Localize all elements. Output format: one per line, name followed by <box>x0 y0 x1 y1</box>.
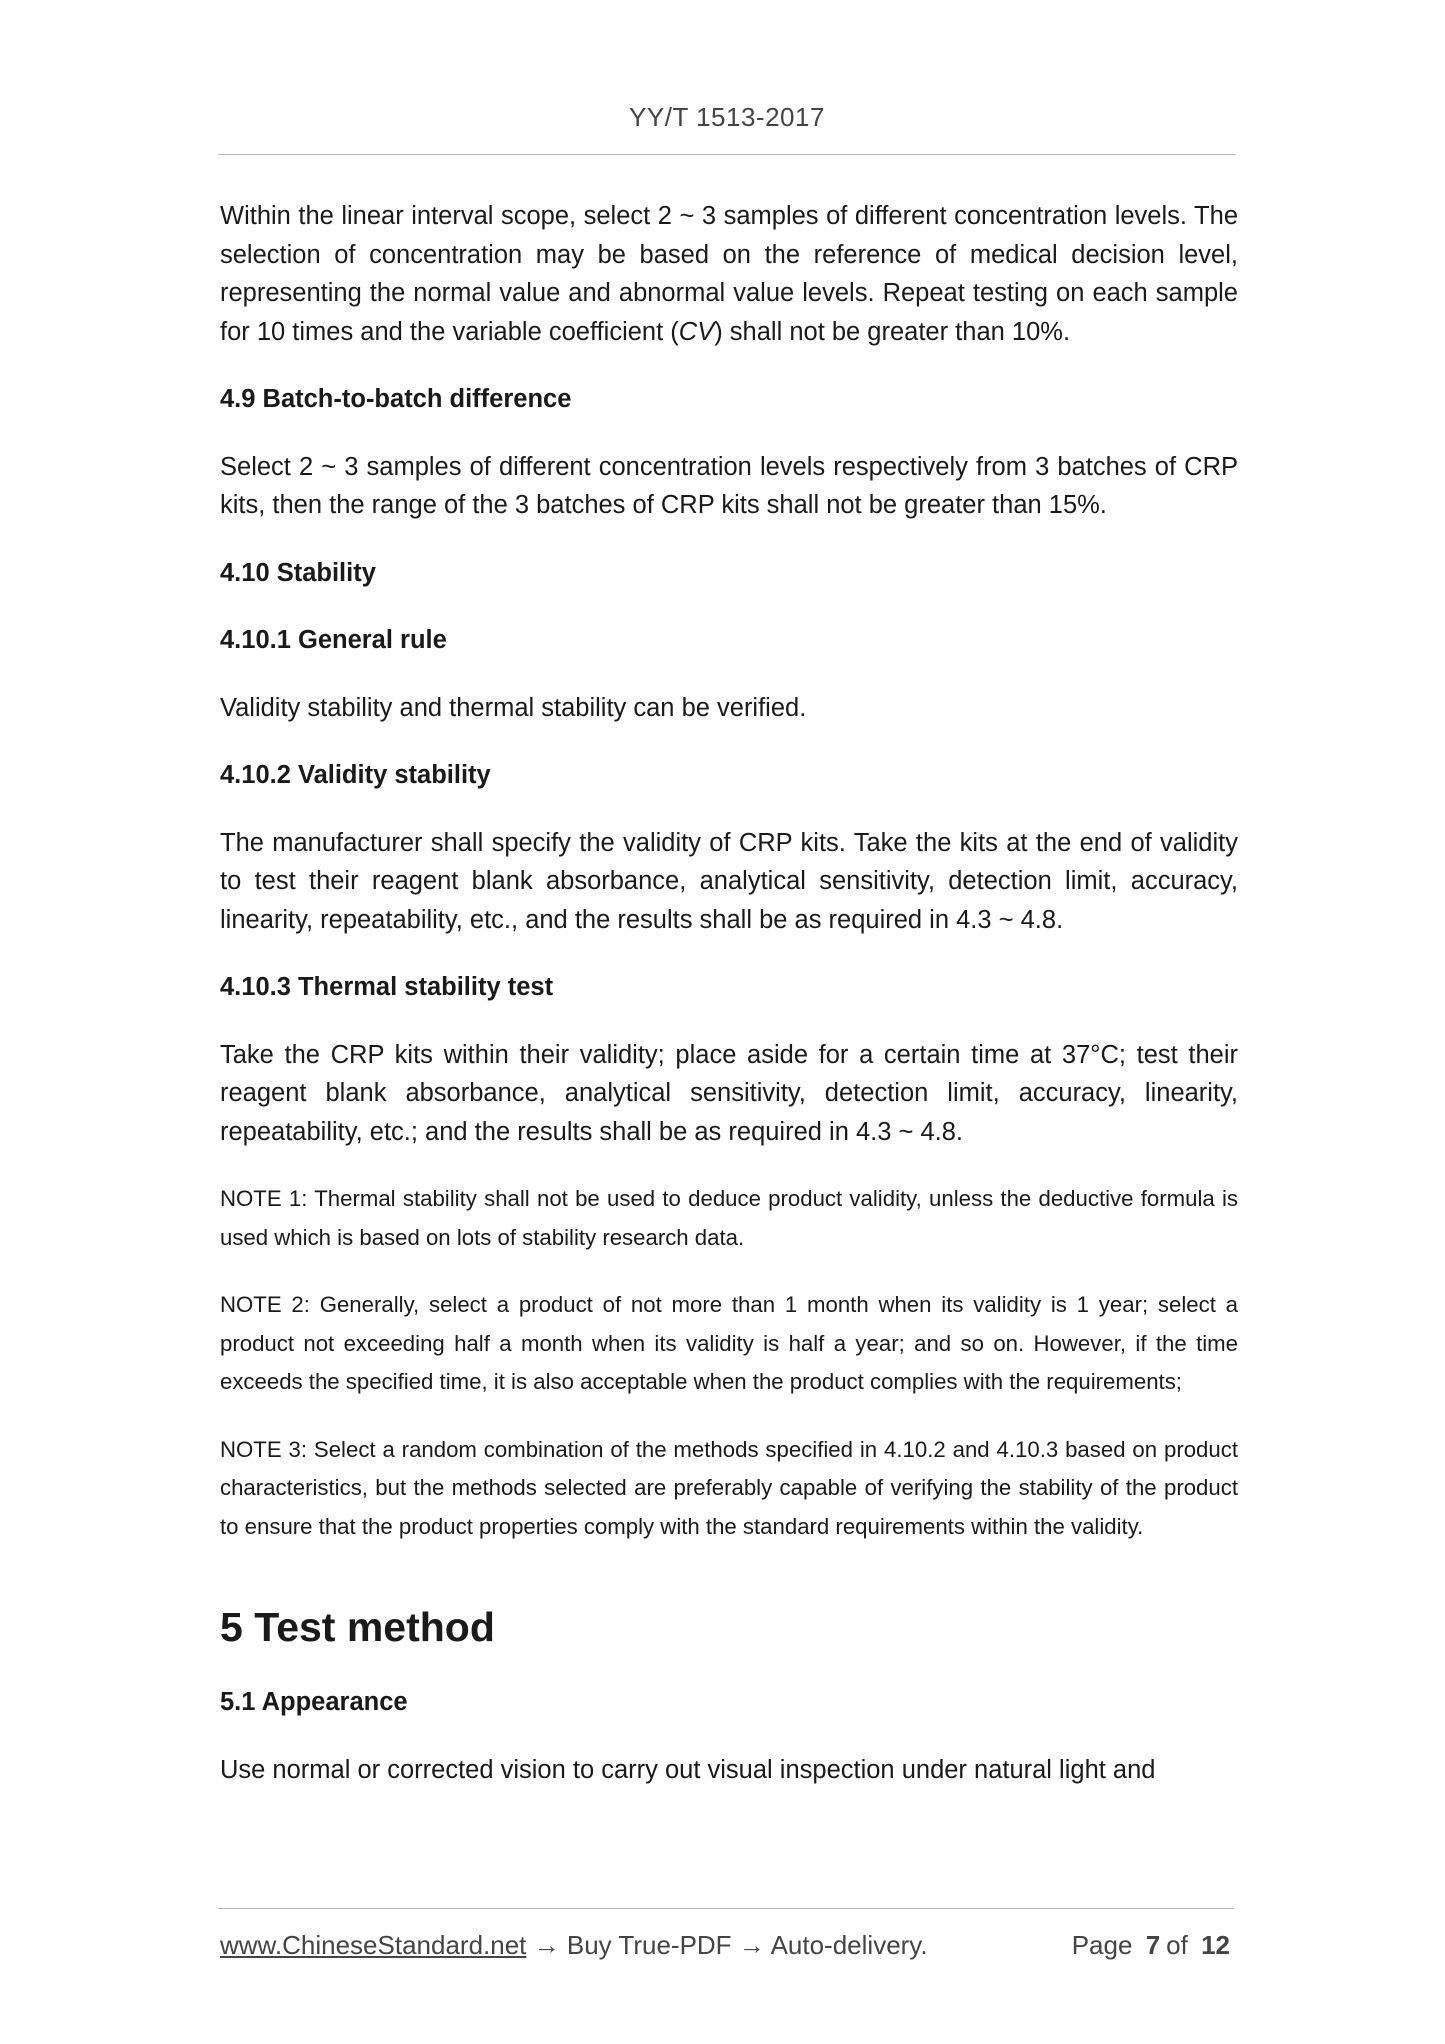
heading-4-9: 4.9 Batch-to-batch difference <box>220 385 572 413</box>
heading-4-10-2: 4.10.2 Validity stability <box>220 761 491 789</box>
paragraph-4-9: Select 2 ~ 3 samples of different concentration levels respectively from 3 batches of CRP kits, then the range of the 3 batches of CRP kits shall not be greater than 15%. <box>220 452 1238 519</box>
footer-tagline: → Buy True-PDF → Auto-delivery. <box>526 1930 928 1960</box>
paragraph-4-10-2: The manufacturer shall specify the validity of CRP kits. Take the kits at the end of validity to test their reagent blank absorbance, analytical sensitivity, detection limit, accuracy, linearity, repeatability, etc., and the results shall be as required in 4.3 ~ 4.8. <box>220 828 1238 934</box>
heading-5-1: 5.1 Appearance <box>220 1688 408 1716</box>
header-divider <box>218 154 1236 155</box>
page-indicator <box>1072 1930 1236 1961</box>
paragraph-text: Within the linear interval scope, select 2 ~ 3 samples of different concentration levels. The selection of concentration may be based on the reference of medical decision level, representing the normal value and abnormal value levels. Repeat testing on each sample for 10 times and the variable coefficient ( <box>220 202 1238 346</box>
note-3: NOTE 3: Select a random combination of the methods specified in 4.10.2 and 4.10.3 based on product characteristics, but the methods selected are preferably capable of verifying the stability of the product to ensure that the product properties comply with the standard requirements within the validity. <box>220 1436 1238 1539</box>
paragraph-5-1: Use normal or corrected vision to carry out visual inspection under natural light and <box>220 1755 1156 1784</box>
heading-5: 5 Test method <box>220 1604 495 1650</box>
document-body <box>220 197 1238 1818</box>
footer-divider <box>218 1908 1234 1909</box>
heading-4-10: 4.10 Stability <box>220 558 376 587</box>
paragraph-text: ) shall not be greater than 10%. <box>714 317 1071 346</box>
heading-4-10-3: 4.10.3 Thermal stability test <box>220 973 554 1001</box>
paragraph-4-10-3: Take the CRP kits within their validity; place aside for a certain time at 37°C; test their reagent blank absorbance, analytical sensitivity, detection limit, accuracy, linearity, repeatability, etc.; and the results shall be as required in 4.3 ~ 4.8. <box>220 1040 1238 1146</box>
page-total: 12 <box>1201 1930 1230 1960</box>
running-header: YY/T 1513-2017 <box>629 102 825 132</box>
page-of: of <box>1166 1930 1188 1960</box>
website-link[interactable]: www.ChineseStandard.net <box>220 1930 527 1960</box>
paragraph-repeatability <box>220 197 1238 351</box>
note-1: NOTE 1: Thermal stability shall not be used to deduce product validity, unless the deductive formula is used which is based on lots of stability research data. <box>220 1186 1238 1250</box>
cv-symbol: CV <box>678 317 715 346</box>
note-2: NOTE 2: Generally, select a product of not more than 1 month when its validity is 1 year; select a product not exceeding half a month when its validity is half a year; and so on. However, if the time exceeds the specified time, it is also acceptable when the product complies with the requirements; <box>220 1292 1238 1394</box>
page-label: Page <box>1071 1930 1133 1960</box>
page-current: 7 <box>1145 1930 1161 1960</box>
page-footer <box>220 1930 1236 1961</box>
heading-4-10-1: 4.10.1 General rule <box>220 626 447 654</box>
paragraph-4-10-1: Validity stability and thermal stability can be verified. <box>220 693 807 722</box>
